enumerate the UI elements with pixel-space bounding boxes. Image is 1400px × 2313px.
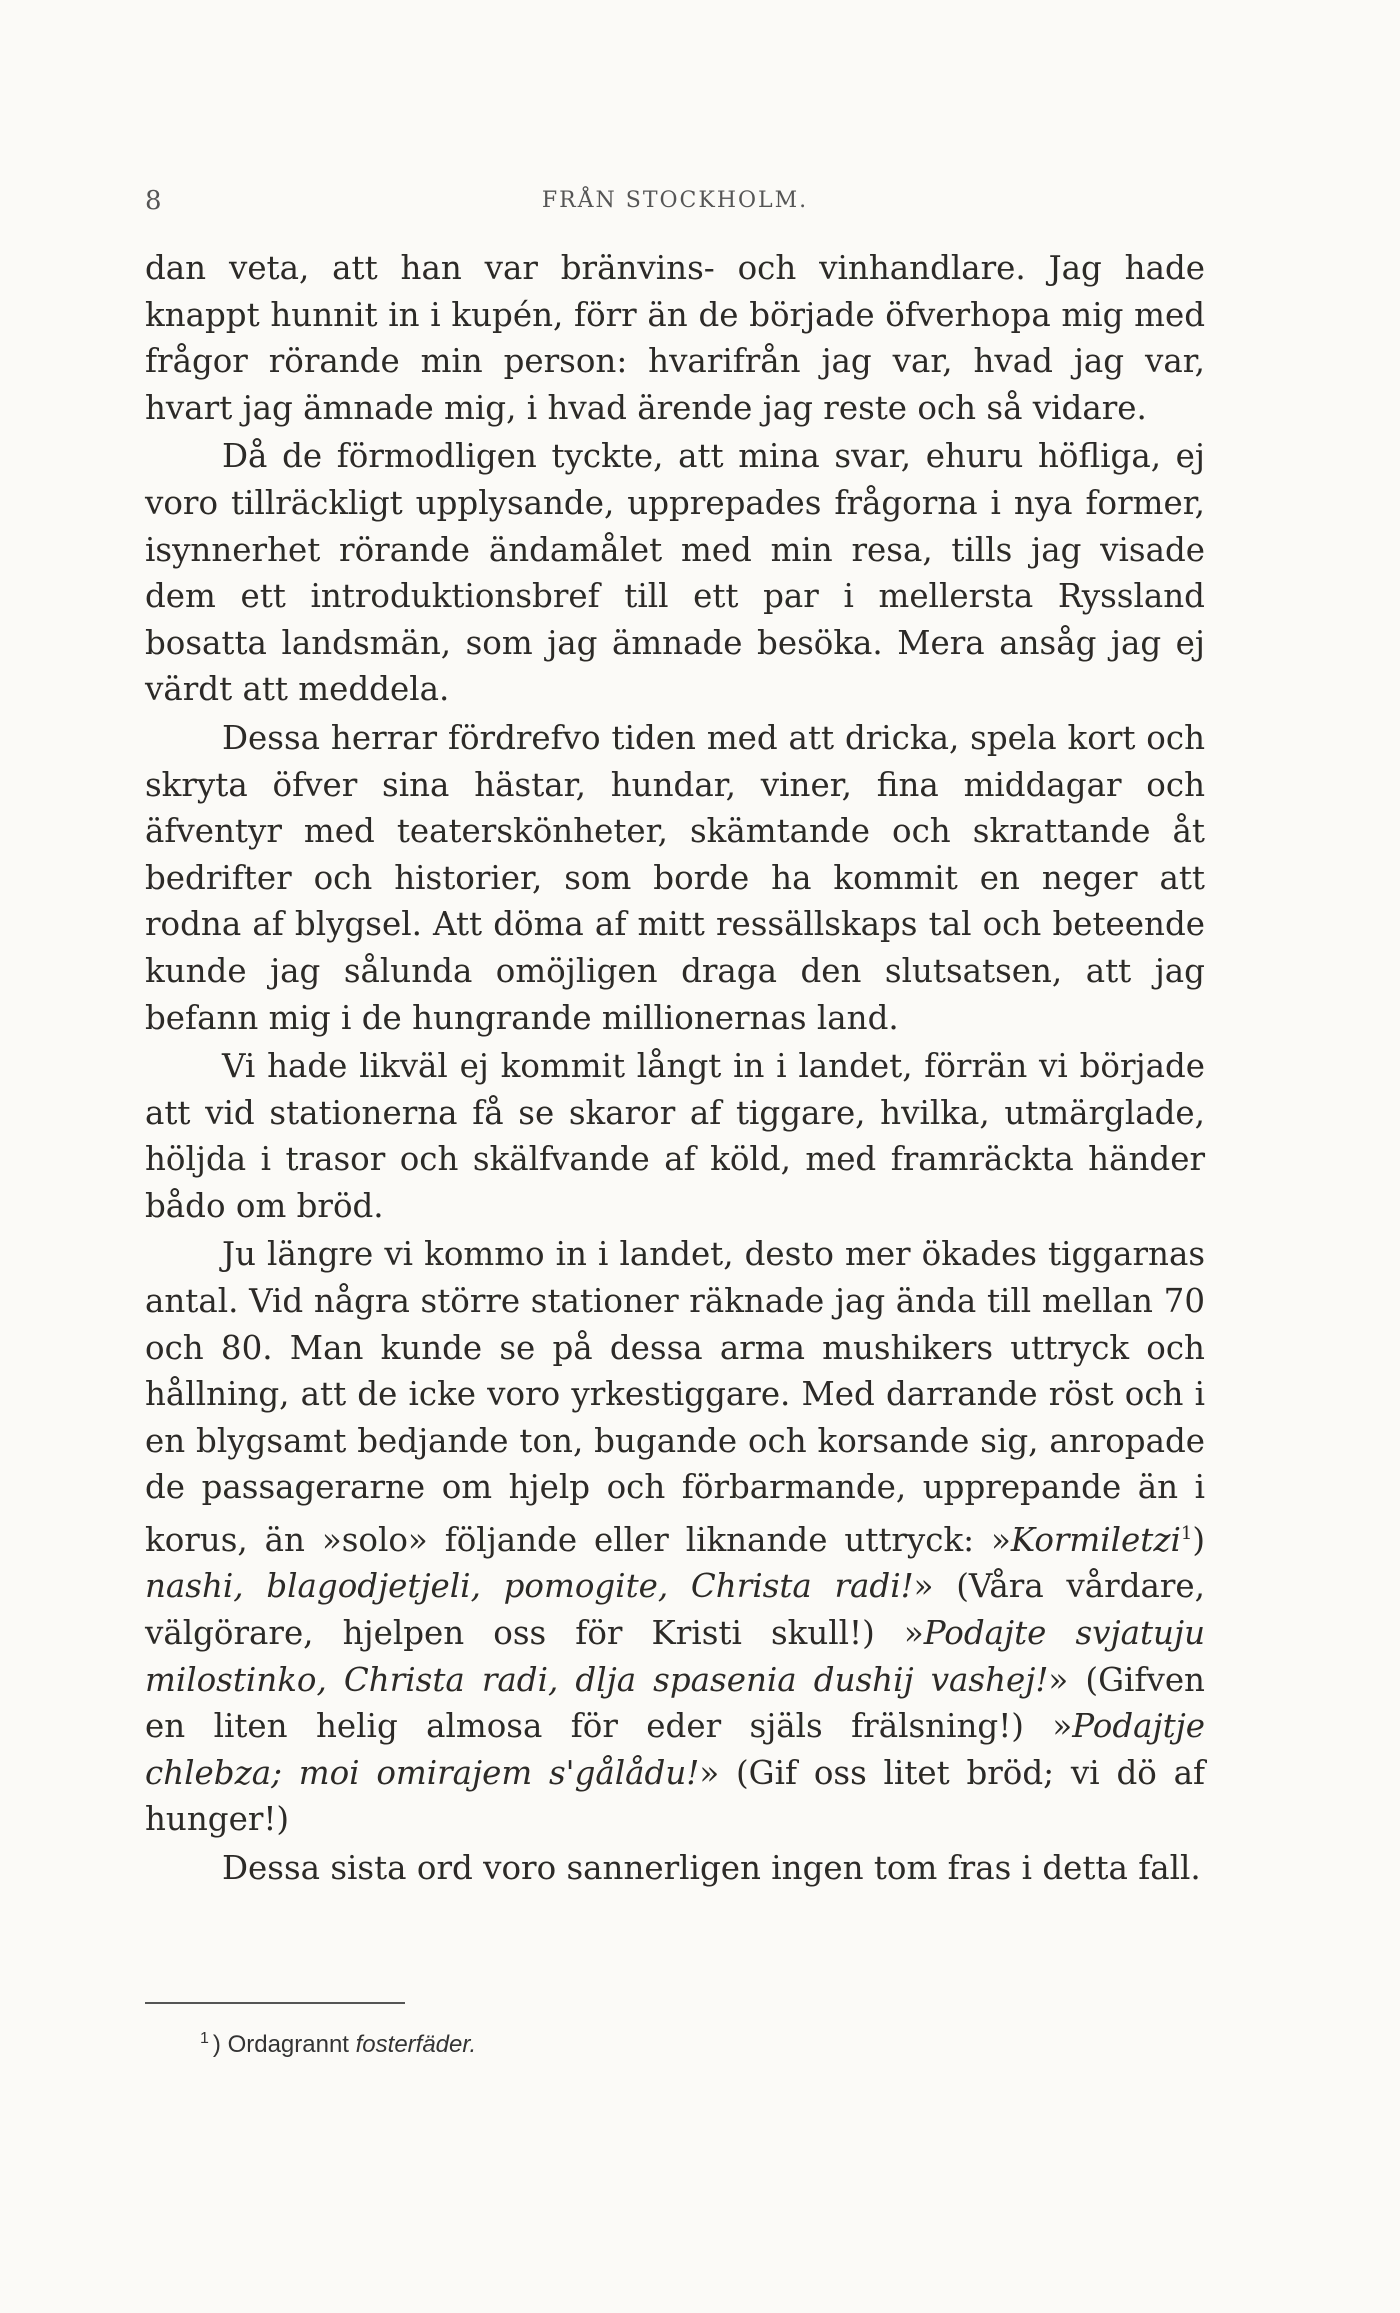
p5-text-1: Ju längre vi kommo in i landet, desto mer ökades tiggarnas antal. Vid några större stationer räknade jag ända till mellan 70 och 80. Man kunde se på dessa arma mushikers uttryck och hållning, att de icke voro yrkestiggare. Med darrande röst och i en blygsamt bedjande ton, bugande och korsande sig, anropade de passagerarne om hjelp och förbarmande, upprepande än i korus, än »solo» följande eller liknande uttryck: » <box>145 1235 1205 1559</box>
footnote-divider <box>145 2002 405 2004</box>
page-number: 8 <box>145 186 162 216</box>
paragraph-6: Dessa sista ord voro sannerligen ingen tom fras i detta fall. <box>222 1849 1201 1888</box>
paragraph-3: Dessa herrar fördrefvo tiden med att dricka, spela kort och skryta öfver sina hästar, hundar, viner, fina middagar och äfventyr med teaterskönheter, skämtande och skrattande åt bedrifter och historier, som borde ha kommit en neger att rodna af blygsel. Att döma af mitt ressällskaps tal och beteende kunde jag sålunda omöjligen draga den slutsatsen, att jag befann mig i de hungrande millionernas land. <box>145 718 1205 1037</box>
p5-text-5: » (Gif oss litet bröd; vi dö af hunger!) <box>145 1753 1206 1839</box>
paragraph-5 <box>145 1231 1205 1843</box>
footnote-italic: fosterfäder. <box>355 2031 477 2058</box>
body-text <box>145 245 1205 1892</box>
p5-italic-2: nashi, blagodjetjeli, pomogite, Christa radi! <box>145 1567 914 1606</box>
paragraph-2: Då de förmodligen tyckte, att mina svar, ehuru höfliga, ej voro tillräckligt upplysande, upprepades frågorna i nya former, isynnerhet rörande ändamålet med min resa, tills jag visade dem ett introduktionsbref till ett par i mellersta Ryssland bosatta landsmän, som jag ämnade besöka. Mera ansåg jag ej värdt att meddela. <box>145 437 1205 709</box>
p5-text-2: ) <box>1192 1520 1205 1559</box>
footnote-label: ) Ordagrannt <box>212 2031 356 2058</box>
p5-italic-1: Kormiletzi <box>1010 1520 1181 1559</box>
p5-italic-3: Podajte svjatuju milostinko, Christa radi, dlja spasenia dushij vashej! <box>145 1614 1205 1699</box>
p5-text-3: » (Våra vårdare, välgörare, hjelpen oss för Kristi skull!) » <box>145 1567 1205 1653</box>
paragraph-1: dan veta, att han var bränvins- och vinhandlare. Jag hade knappt hunnit in i kupén, förr än de började öfverhopa mig med frågor rörande min person: hvarifrån jag var, hvad jag var, hvart jag ämnade mig, i hvad ärende jag reste och så vidare. <box>145 249 1205 427</box>
footnote-reference: 1 <box>1180 1523 1193 1545</box>
footnote <box>200 2030 476 2059</box>
p5-italic-4: Podajtje chlebza; moi omirajem s'gålådu! <box>145 1707 1205 1792</box>
page-header <box>145 186 1205 220</box>
p5-text-4: » (Gifven en liten helig almosa för eder själs frälsning!) » <box>145 1660 1205 1746</box>
paragraph-4: Vi hade likväl ej kommit långt in i landet, förrän vi började att vid stationerna få se skaror af tiggare, hvilka, utmärglade, höljda i trasor och skälfvande af köld, med framräckta händer bådo om bröd. <box>145 1047 1205 1225</box>
footnote-mark: 1 <box>200 2030 209 2047</box>
running-title: FRÅN STOCKHOLM. <box>541 188 809 213</box>
